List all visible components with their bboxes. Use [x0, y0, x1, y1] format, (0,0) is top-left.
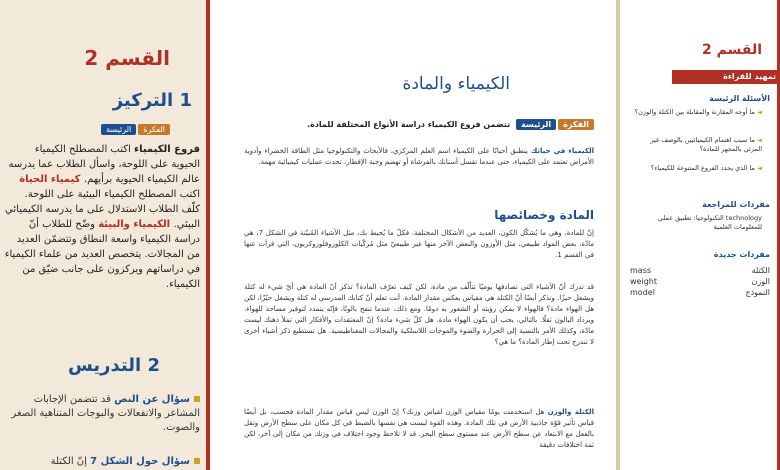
vocab-en: model [630, 288, 655, 297]
main-idea-tag: الفكرة الرئيسة [516, 118, 594, 131]
matter-paragraph-2: قد تدرك أنّ الأشياء التي تصادفها يوميًا تتألّف من مادة، لكن كيف تعرّف المادة؟ تذكر أنّ المادة هي أيّ شيء له كتلة ويشغل حيزًا. وتذكر أيضًا أنّ الكتلة هي مقياس يعكس مقدار المادة. أنت تعلم أنّ كتابك المدرسي له كتلة ويشغل حيّزًا، لكن هل الهواء مادة؟ فالهواء لا يمكن رؤيته أو الشعور به دومًا. ومع ذلك، عندما تنفخ بالونًا، فإنّه يتمدد لتوفير مساحة للهواء، ويزداد البالون ثقلًا. بالتالي، يجب أن يكون الهواء مادة. هل كلّ شيء مادة؟ إنّ المعتقدات والأفكار التي تملأ ذهنك ليست مادّة، وكذلك الأمر بالنسبة إلى الحرارة والضوء والموجات اللاسلكية والمجالات المغناطيسية. هل تستطيع ذكر أشياء أخرى لا تندرج تحت إطار المادة؟ ما هي؟ [244, 283, 594, 346]
bullet-figure-question: سؤال حول الشكل 7 إنّ الكتلة [4, 455, 200, 469]
review-vocab-heading: مفردات للمراجعة [702, 200, 770, 209]
real-world-paragraph: الكيمياء في حياتك ينطبق أحيانًا على الكيمياء اسم العلم المركزي، فالأبحاث والتكنولوجيا مثل الطاقة الخضراء وأدوية الأمراض تعتمد على الكيمياء، حتى عندما تقسل أسنانك بالفرشاة أو تهضم وجبة الإفطار، تحدث عمليات كيميائية مهمة. [244, 147, 595, 166]
section-title: القسم 2 [702, 42, 762, 58]
focus-heading: 1 التركيز [112, 90, 192, 111]
question-item: ◄ ما سبب اهتمام الكيميائيين بالوصف غير المرئي بالمجهر للمادة؟ [650, 136, 762, 153]
reading-preview-band: تمهيد للقراءة [672, 70, 780, 84]
bullet-square-icon [194, 396, 200, 402]
page-title: الكيمياء والمادة [402, 74, 510, 94]
key-term: فروع الكيمياء [133, 144, 200, 155]
review-vocab-item: technology التكنولوجيا: تطبيق عملي للمعلومات العلمية [657, 214, 762, 231]
new-vocab-heading: مفردات جديدة [713, 250, 770, 259]
student-page [212, 0, 620, 470]
bullet-square-icon [194, 458, 200, 464]
question-item: ◄ ما أوجه المقارنة والمقابلة بين الكتلة والوزن؟ [634, 108, 762, 116]
section-title: القسم 2 [84, 46, 170, 70]
matter-heading: المادة وخصائصها [494, 208, 594, 222]
main-idea-row [307, 118, 594, 131]
vocab-ar: الكتلة [751, 266, 770, 275]
page-edge-bar [206, 0, 210, 470]
key-questions-heading: الأسئلة الرئيسة [709, 94, 770, 103]
matter-paragraph-1: إنّ للمادة، وهي ما يُشكّل الكون، العديد من الأشكال المختلفة. فكلّ ما يُحيط بك، مثل الأشياء المُبيّنة في الشكل 7، هي مادّة، بعض المواد طبيعي، مثل الأوزون والبعض الآخر منها غير طبيعيّ مثل مُركّبات الكلوروفلوروكربون، التي قرأت عنها في القسم 1. [244, 229, 594, 259]
mass-weight-paragraph: الكتلة والوزن هل استخدمت يومًا مقياس الوزن لقياس وزنك؟ إنّ الوزن ليس قياس مقدار المادة فحسب، بل أيضًا قياس تأثير قوّة جاذبية الأرض في تلك المادة. وهذه القوة ليست هي نفسها بالضبط في كل مكان على سطح الأرض وتقل بالفعل مع الابتعاد عن سطح الأرض عند مستوى سطح البحر. قد لا تلاحظ وجود اختلاف في وزنك من مكان إلى آخر، لكن ثمة اختلافات دقيقة [244, 408, 594, 449]
main-idea-tag [101, 123, 170, 136]
bullet-question-text: سؤال عن النص قد تتضمن الإجابات المشاعر والانفعالات والبوجات المتناهية الصغر والصوت. [11, 394, 200, 433]
focus-paragraph: فروع الكيمياء اكتب المصطلح الكيمياء الحيوية على اللوحة، واسأل الطلاب عما يدرسه عالم الكيمياء الحيوية برأيهم. كيمياء الحياة اكتب المصطلح الكيمياء البيئية على اللوحة. كلّف الطلاب الاستدلال على ما يدرسه الكيميائي البيئي. الكيمياء والبيئة وضّح للطلاب أنّ دراسة الكيمياء واسعة النطاق وتتضمّن العديد من المجالات. يتخصص العديد من علماء الكيمياء في دراساتهم ويركزون على جانب ضيّق من الكيمياء. [4, 144, 200, 290]
tag-idea: الفكرة [138, 124, 170, 135]
vocab-ar: الوزن [751, 277, 770, 286]
tag-main: الرئيسة [101, 124, 136, 135]
teacher-notes-page [0, 0, 210, 470]
question-item: ◄ ما الذي يحدد الفروع المتنوعة للكيمياء؟ [650, 164, 762, 172]
reading-preview-page [620, 0, 780, 470]
vocab-en: weight [630, 277, 657, 286]
main-idea-text: تتضمن فروع الكيمياء دراسة الأنواع المختلفة للمادة. [307, 120, 511, 129]
vocab-ar: النموذج [745, 288, 770, 297]
teach-heading: 2 التدريس [67, 355, 160, 376]
vocab-en: mass [630, 266, 652, 275]
